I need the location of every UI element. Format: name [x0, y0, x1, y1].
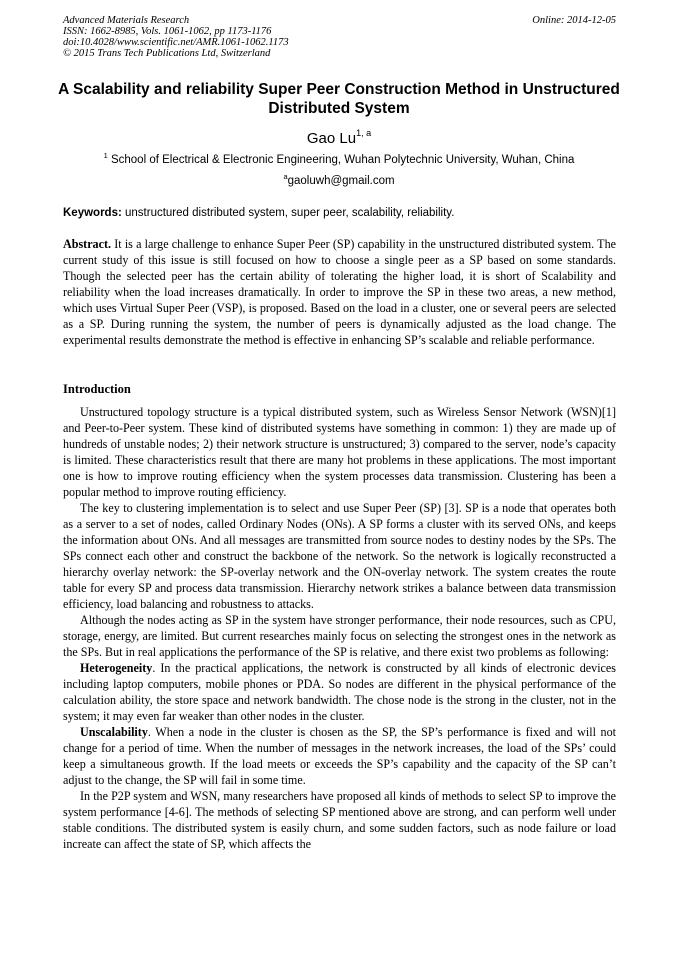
section-heading-introduction: Introduction: [63, 382, 131, 396]
introduction-body: [63, 404, 616, 852]
keywords-label: Keywords:: [63, 207, 122, 219]
issn-line: ISSN: 1662-8985, Vols. 1061-1062, pp 1173-1176: [63, 26, 272, 37]
affiliation-superscript: 1: [103, 151, 108, 160]
heterogeneity-text: . In the practical applications, the network is constructed by all kinds of electronic devices including laptop computers, mobile phones or PDA. So nodes are different in the physical performance of the calculation ability, the store space and network bandwidth. The chose node is the strong in the cluster, not in the system; it may even far weaker than other nodes in the cluster.: [63, 661, 616, 723]
abstract-text: It is a large challenge to enhance Super Peer (SP) capability in the unstructured distributed system. The current study of this issue is still focused on how to choose a single peer as a SP based on some standards. Though the selected peer has the certain ability of tolerating the higher load, it is short of Scalability and reliability when the load increases dramatically. In order to improve the SP in these two areas, a new method, which uses Virtual Super Peer (VSP), is proposed. Based on the load in a cluster, one or several peers are selected as a SP. During running the system, the number of peers is dynamically adjusted as the load change. The experimental results demonstrate the method is effective in enhancing SP’s scalable and reliable performance.: [63, 237, 616, 347]
keywords: [63, 206, 616, 220]
paragraph: Although the nodes acting as SP in the system have stronger performance, their node resources, such as CPU, storage, energy, are limited. But current researches mainly focus on selecting the strongest ones in the network as the SPs. But in real applications the performance of the SP is relative, and there exist two problems as following:: [63, 613, 616, 659]
author-email: [0, 170, 678, 188]
author-name: Gao Lu: [306, 130, 357, 147]
paragraph: The key to clustering implementation is to select and use Super Peer (SP) [3]. SP is a node that operates both as a server to a set of nodes, called Ordinary Nodes (ONs). A SP forms a cluster with its served ONs, and keeps the information about ONs. And all messages are transmitted from source nodes to destiny nodes by the SPs. The SPs connect each other and construct the backbone of the network. So the network is logically reconstructed a hierarchy overlay network: the SP-overlay network and the ON-overlay network. The system creates the route table for every SP and process data transmission. Hierarchy network strikes a balance between data transmission efficiency, load balancing and robustness to attacks.: [63, 501, 616, 611]
abstract: [63, 236, 616, 348]
author-superscript: 1, a: [356, 128, 372, 138]
paragraph: Unstructured topology structure is a typical distributed system, such as Wireless Sensor Network (WSN)[1] and Peer-to-Peer system. These kind of distributed systems have something in common: 1) they are made up of hundreds of unstable nodes; 2) their network structure is unstructured; 3) compared to the server, node’s capacity is limited. These characteristics result that there are many hot problems in these applications. The most important one is how to improve routing efficiency when the system processes data transmission. Clustering has been a popular method to improve routing efficiency.: [63, 405, 616, 499]
abstract-label: Abstract.: [63, 237, 112, 251]
affiliation: [0, 149, 678, 167]
keywords-text: unstructured distributed system, super peer, scalability, reliability.: [125, 207, 455, 219]
paper-title: A Scalability and reliability Super Peer Construction Method in Unstructured Distributed System: [58, 81, 620, 117]
unscalability-label: Unscalability: [80, 725, 148, 739]
online-date: Online: 2014-12-05: [532, 15, 616, 26]
journal-header: [63, 15, 616, 59]
unscalability-text: . When a node in the cluster is chosen as the SP, the SP’s performance is fixed and will not change for a period of time. When the number of messages in the network increases, the load of the SPs’ could keep a simultaneous growth. If the load meets or exceeds the SP’s capability and the capacity of the SP can’t adjust to the change, the SP will fail in some time.: [63, 725, 616, 787]
heterogeneity-label: Heterogeneity: [80, 661, 153, 675]
affiliation-text: School of Electrical & Electronic Engineering, Wuhan Polytechnic University, Wuhan, China: [110, 154, 575, 166]
email-text: gaoluwh@gmail.com: [287, 175, 395, 187]
paragraph-heterogeneity: [63, 660, 616, 724]
paragraph-unscalability: [63, 724, 616, 788]
author-line: [0, 124, 678, 148]
email-superscript: a: [283, 172, 288, 181]
journal-name: Advanced Materials Research: [63, 15, 190, 26]
doi-line: doi:10.4028/www.scientific.net/AMR.1061-1062.1173: [63, 37, 289, 48]
paragraph: In the P2P system and WSN, many researchers have proposed all kinds of methods to select SP to improve the system performance [4-6]. The methods of selecting SP mentioned above are strong, and can perform well under stable conditions. The distributed system is easily churn, and some sudden factors, such as node failure or load increate can affect the state of SP, which affects the: [63, 789, 616, 851]
copyright-line: © 2015 Trans Tech Publications Ltd, Switzerland: [63, 48, 271, 59]
